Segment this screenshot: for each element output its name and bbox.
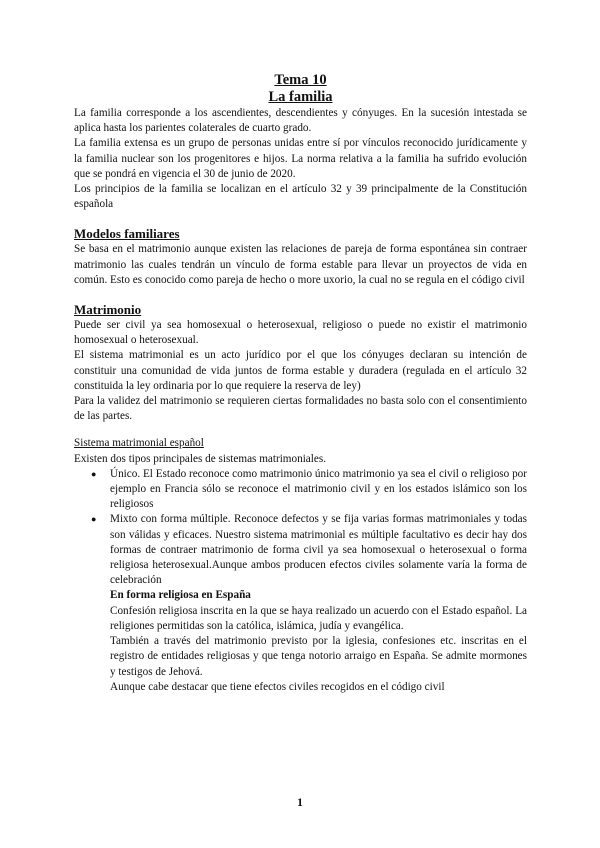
intro-paragraph-2: La familia extensa es un grupo de personas unidas entre sí por vínculos reconocido jurídicamente y la familia nuclear son los progenitores e hijos. La norma relativa a la familia ha sufrido evolución que se pondrá en vigencia el 30 de junio de 2020.	[74, 137, 527, 180]
sistema-bullet-list	[74, 467, 527, 589]
modelos-paragraph-1: Se basa en el matrimonio aunque existen las relaciones de pareja de forma espontánea sin contraer matrimonio las cuales tendrán un vínculo de forma estable para llevar un proyectos de vida en común. Esto es conocido como pareja de hecho o more uxorio, la cual no se regula en el código civil	[74, 243, 527, 286]
document-title-line2: La familia	[268, 89, 333, 105]
document-page	[74, 72, 527, 695]
religiosa-paragraph-3: Aunque cabe destacar que tiene efectos civiles recogidos en el código civil	[110, 680, 445, 693]
subsection-heading-sistema: Sistema matrimonial español	[74, 437, 204, 450]
religiosa-heading: En forma religiosa en España	[110, 589, 251, 602]
matrimonio-paragraph-3: Para la validez del matrimonio se requieren ciertas formalidades no basta solo con el consentimiento de las partes.	[74, 395, 527, 423]
bullet-icon: ●	[91, 468, 97, 479]
list-item-text: Mixto con forma múltiple. Reconoce defectos y se fija varias formas matrimoniales y todas son válidas y eficaces. Nuestro sistema matrimonial es múltiple facultativo es decir hay dos formas de contraer matrimonio de forma civil ya sea homosexual o heterosexual o forma religiosa heterosexual.Aunque ambos producen efectos civiles solamente varía la forma de celebración	[110, 513, 527, 587]
intro-paragraph-3: Los principios de la familia se localizan en el artículo 32 y 39 principalmente de la Constitución española	[74, 183, 527, 211]
religiosa-block	[74, 588, 527, 694]
list-item-text: Único. El Estado reconoce como matrimonio único matrimonio ya sea el civil o religioso por ejemplo en Francia sólo se reconoce el matrimonio civil y en los estados islámico son los religiosos	[110, 467, 527, 511]
page-number: 1	[297, 795, 303, 809]
document-title-line1: Tema 10	[274, 72, 327, 88]
religiosa-paragraph-2: También a través del matrimonio previsto por la iglesia, confesiones etc. inscritas en el registro de entidades religiosas y que tenga notorio arraigo en España. Se admite mormones y testigos de Jehová.	[110, 635, 527, 678]
list-item	[74, 467, 527, 513]
section-heading-matrimonio: Matrimonio	[74, 302, 142, 318]
section-heading-modelos: Modelos familiares	[74, 226, 180, 242]
matrimonio-paragraph-2: El sistema matrimonial es un acto jurídico por el que los cónyuges declaran su intención de constituir una comunidad de vida juntos de forma estable y duradera (regulada en el artículo 32 constituida la ley ordinaria por lo que requiere la reserva de ley)	[74, 349, 527, 392]
sistema-intro: Existen dos tipos principales de sistemas matrimoniales.	[74, 452, 326, 465]
matrimonio-paragraph-1: Puede ser civil ya sea homosexual o heterosexual, religioso o puede no existir el matrimonio homosexual o heterosexual.	[74, 319, 527, 347]
intro-paragraph-1: La familia corresponde a los ascendientes, descendientes y cónyuges. En la sucesión intestada se aplica hasta los parientes colaterales de cuarto grado.	[74, 107, 527, 135]
religiosa-paragraph-1: Confesión religiosa inscrita en la que se haya realizado un acuerdo con el Estado español. La religiones permitidas son la católica, islámica, judía y evangélica.	[110, 604, 527, 632]
list-item	[74, 512, 527, 588]
bullet-icon: ●	[91, 514, 97, 525]
